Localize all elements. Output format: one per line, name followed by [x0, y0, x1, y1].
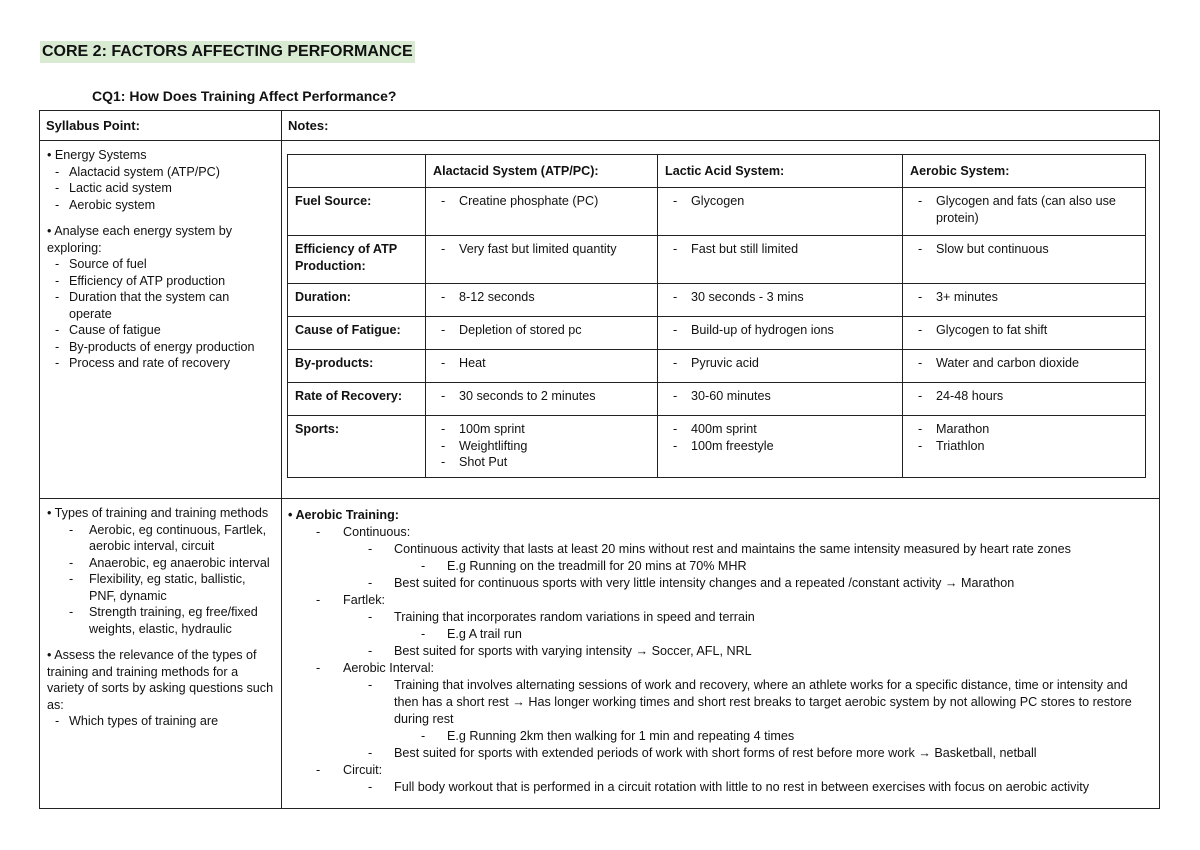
cell-item: - Pyruvic acid	[665, 355, 895, 372]
notes-item: - Best suited for continuous sports with very little intensity changes and a repeated /constant activity → Marathon	[288, 575, 1153, 592]
column-header-lactic: Lactic Acid System:	[658, 155, 903, 188]
syllabus-subpoint: - Lactic acid system	[47, 180, 275, 197]
cell-item: - Very fast but limited quantity	[433, 241, 650, 258]
syllabus-point-header: Syllabus Point:	[40, 111, 282, 141]
notes-cell-training	[282, 499, 1160, 809]
syllabus-subpoint: - Which types of training are	[47, 713, 275, 730]
energy-systems-table	[287, 154, 1146, 478]
cell-item: - Marathon	[910, 421, 1138, 438]
table-cell	[658, 284, 903, 317]
table-cell	[658, 236, 903, 284]
table-cell	[426, 350, 658, 383]
syllabus-subpoint-text: Aerobic, eg continuous, Fartlek, aerobic interval, circuit	[89, 522, 267, 553]
syllabus-subpoint: - Source of fuel	[47, 256, 275, 273]
notes-header: Notes:	[282, 111, 1160, 141]
cell-item: - 3+ minutes	[910, 289, 1138, 306]
syllabus-subpoint: - Strength training, eg free/fixed weights, elastic, hydraulic	[69, 605, 258, 636]
table-cell	[658, 188, 903, 236]
notes-subheading: - Continuous:	[288, 524, 1153, 541]
notes-cell-energy	[282, 141, 1160, 499]
content-question-title: CQ1: How Does Training Affect Performance?	[92, 88, 397, 104]
notes-item: - Full body workout that is performed in a circuit rotation with little to no rest in between exercises with focus on aerobic activity	[288, 779, 1153, 796]
table-cell	[903, 350, 1146, 383]
table-cell	[426, 317, 658, 350]
cell-item: - 30-60 minutes	[665, 388, 895, 405]
syllabus-subpoint: - Cause of fatigue	[47, 322, 275, 339]
row-header-sports: Sports:	[288, 416, 426, 478]
energy-table-corner	[288, 155, 426, 188]
syllabus-subpoint: - Duration that the system can operate	[47, 289, 275, 322]
notes-example: - E.g Running 2km then walking for 1 min and repeating 4 times	[288, 728, 1153, 745]
cell-item: - Triathlon	[910, 438, 1138, 455]
table-cell	[426, 284, 658, 317]
notes-subheading: - Aerobic Interval:	[288, 660, 1153, 677]
notes-item: - Training that involves alternating sessions of work and recovery, where an athlete works for a specific distance, time or intensity and then has a short rest → Has longer working times and short rest breaks to target aerobic system by not allowing PC stores to restore during rest	[288, 677, 1153, 728]
notes-example: - E.g Running on the treadmill for 20 mins at 70% MHR	[288, 558, 1153, 575]
cell-item: - Weightlifting	[433, 438, 650, 455]
syllabus-subpoint-text: Flexibility, eg static, ballistic, PNF, dynamic	[89, 572, 246, 603]
table-cell	[658, 416, 903, 478]
syllabus-subpoint-text: Strength training, eg free/fixed weights, elastic, hydraulic	[89, 605, 258, 636]
cell-item: - 24-48 hours	[910, 388, 1138, 405]
row-header-efficiency: Efficiency of ATP Production:	[288, 236, 426, 284]
cell-item: - Shot Put	[433, 454, 650, 471]
table-cell	[658, 383, 903, 416]
cell-item: - 400m sprint	[665, 421, 895, 438]
notes-item: - Best suited for sports with extended periods of work with short forms of rest before more work → Basketball, netball	[288, 745, 1153, 762]
row-header-recovery: Rate of Recovery:	[288, 383, 426, 416]
notes-subheading: - Circuit:	[288, 762, 1153, 779]
syllabus-subpoint: - Flexibility, eg static, ballistic, PNF, dynamic	[69, 572, 246, 603]
row-header-byproducts: By-products:	[288, 350, 426, 383]
table-cell	[903, 383, 1146, 416]
document-title: CORE 2: FACTORS AFFECTING PERFORMANCE	[40, 41, 415, 63]
syllabus-subpoint: - Aerobic, eg continuous, Fartlek, aerobic interval, circuit	[69, 522, 267, 553]
table-cell	[426, 383, 658, 416]
syllabus-subpoint-text: Anaerobic, eg anaerobic interval	[89, 555, 270, 570]
syllabus-subpoint: - Process and rate of recovery	[47, 355, 275, 372]
syllabus-point: • Assess the relevance of the types of training and training methods for a variety of sorts by asking questions such as:	[47, 648, 274, 712]
notes-heading: • Aerobic Training:	[288, 508, 400, 522]
syllabus-subpoint: - Efficiency of ATP production	[47, 273, 275, 290]
notes-item: - Training that incorporates random variations in speed and terrain	[288, 609, 1153, 626]
table-cell	[903, 188, 1146, 236]
cell-item: - Build-up of hydrogen ions	[665, 322, 895, 339]
cell-item: - Creatine phosphate (PC)	[433, 193, 650, 210]
row-header-duration: Duration:	[288, 284, 426, 317]
notes-subheading: - Fartlek:	[288, 592, 1153, 609]
syllabus-subpoint: - Anaerobic, eg anaerobic interval	[69, 555, 270, 570]
syllabus-point: • Analyse each energy system by exploring:	[47, 224, 233, 255]
syllabus-subpoint: - Alactacid system (ATP/PC)	[47, 164, 275, 181]
row-header-fuel-source: Fuel Source:	[288, 188, 426, 236]
cell-item: - Water and carbon dioxide	[910, 355, 1138, 372]
column-header-alactacid: Alactacid System (ATP/PC):	[426, 155, 658, 188]
syllabus-subpoint: - Aerobic system	[47, 197, 275, 214]
notes-example: - E.g A trail run	[288, 626, 1153, 643]
table-cell	[903, 284, 1146, 317]
syllabus-subpoint: - By-products of energy production	[47, 339, 275, 356]
cell-item: - 30 seconds to 2 minutes	[433, 388, 650, 405]
syllabus-point: • Types of training and training methods	[47, 506, 269, 520]
cell-item: - Heat	[433, 355, 650, 372]
notes-item: - Continuous activity that lasts at least 20 mins without rest and maintains the same intensity measured by heart rate zones	[288, 541, 1153, 558]
syllabus-point: • Energy Systems	[47, 148, 147, 162]
cell-item: - Depletion of stored pc	[433, 322, 650, 339]
table-cell	[426, 416, 658, 478]
row-header-fatigue: Cause of Fatigue:	[288, 317, 426, 350]
syllabus-notes-table	[39, 110, 1160, 809]
cell-item: - Glycogen to fat shift	[910, 322, 1138, 339]
table-cell	[903, 236, 1146, 284]
cell-item: - 100m sprint	[433, 421, 650, 438]
cell-item: - Slow but continuous	[910, 241, 1138, 258]
table-cell	[426, 188, 658, 236]
cell-item: - Glycogen	[665, 193, 895, 210]
cell-item: - 30 seconds - 3 mins	[665, 289, 895, 306]
notes-item: - Best suited for sports with varying intensity → Soccer, AFL, NRL	[288, 643, 1153, 660]
table-cell	[658, 317, 903, 350]
cell-item: - 8-12 seconds	[433, 289, 650, 306]
table-cell	[903, 416, 1146, 478]
table-cell	[903, 317, 1146, 350]
syllabus-cell-training	[40, 499, 282, 809]
table-cell	[658, 350, 903, 383]
column-header-aerobic: Aerobic System:	[903, 155, 1146, 188]
syllabus-cell-energy	[40, 141, 282, 499]
cell-item: - 100m freestyle	[665, 438, 895, 455]
cell-item: - Glycogen and fats (can also use protein)	[910, 193, 1138, 226]
table-cell	[426, 236, 658, 284]
cell-item: - Fast but still limited	[665, 241, 895, 258]
